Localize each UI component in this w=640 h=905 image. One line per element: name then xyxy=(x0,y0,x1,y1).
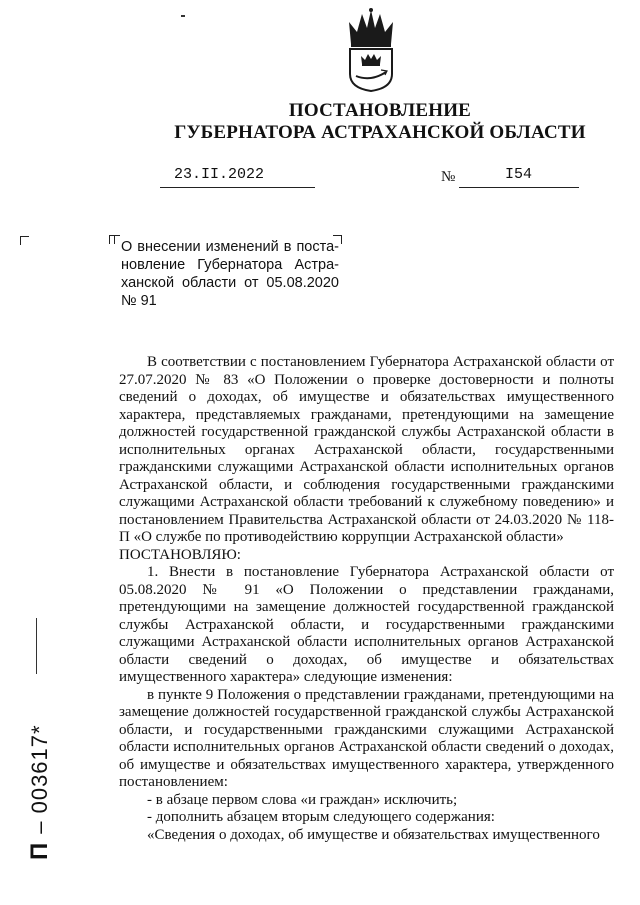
document-date: 23.II.2022 xyxy=(174,166,265,183)
margin-corner-mark xyxy=(20,236,29,245)
document-number: I54 xyxy=(505,166,533,183)
document-type-title: ПОСТАНОВЛЕНИЕ xyxy=(288,100,472,121)
serial-prefix: П xyxy=(26,841,53,860)
serial-code: – 003617* xyxy=(27,724,52,834)
scan-dot xyxy=(181,15,185,17)
decree-word: ПОСТАНОВЛЯЮ: xyxy=(119,546,241,563)
side-serial-number xyxy=(26,724,54,860)
quoted-text-paragraph: «Сведения о доходах, об имуществе и обязательствах имущественного xyxy=(147,826,600,843)
coat-of-arms-emblem xyxy=(345,8,397,92)
number-sign: № xyxy=(441,169,456,185)
item-9-paragraph: в пункте 9 Положения о представлении гражданами, претендующими на замещение должностей государственной гражданской службы Астраханской области, и государственными гражданскими служащими Астраханской области исполнительных органов Астраханской области сведений о доходах, об имуществе и обязательствах имущественного характера, утвержденного постановлением: xyxy=(119,686,614,790)
change-1-paragraph: - в абзаце первом слова «и граждан» исключить; xyxy=(147,791,458,808)
document-subject: О внесении изменений в поста-новление Губернатора Астра-ханской области от 05.08.2020 № 91 xyxy=(121,239,339,309)
margin-rule xyxy=(36,618,37,674)
subject-corner-mark-left-inner xyxy=(114,235,120,244)
change-2-paragraph: - дополнить абзацем вторым следующего содержания: xyxy=(147,809,495,825)
item-1-paragraph: 1. Внести в постановление Губернатора Астраханской области от 05.08.2020 № 91 «О Положении о представлении гражданами, претендующими на замещение должностей государственной гражданской службы Астраханской области, и государственными гражданскими служащими Астраханской области исполнительных органов Астраханской области сведений о доходах, об имуществе и обязательствах имущественного характера» следующие изменения: xyxy=(119,564,614,685)
issuing-authority-title: ГУБЕРНАТОРА АСТРАХАНСКОЙ ОБЛАСТИ xyxy=(174,122,586,143)
document-body xyxy=(119,354,614,844)
preamble-paragraph: В соответствии с постановлением Губернатора Астраханской области от 27.07.2020 № 83 «О Положении о проверке достоверности и полноты сведений о доходах, об имуществе и обязательствах имущественного характера, представляемых гражданами, претендующими на замещение должностей государственной гражданской службы Астраханской области в исполнительных органах Астраханской области, государственными гражданскими служащими Астраханской области исполнительных органов Астраханской области, и соблюдения государственными гражданскими служащими Астраханской области требований к служебному поведению» и постановлением Правительства Астраханской области от 24.03.2020 № 118-П «О службе по противодействию коррупции Астраханской области» xyxy=(119,354,614,545)
